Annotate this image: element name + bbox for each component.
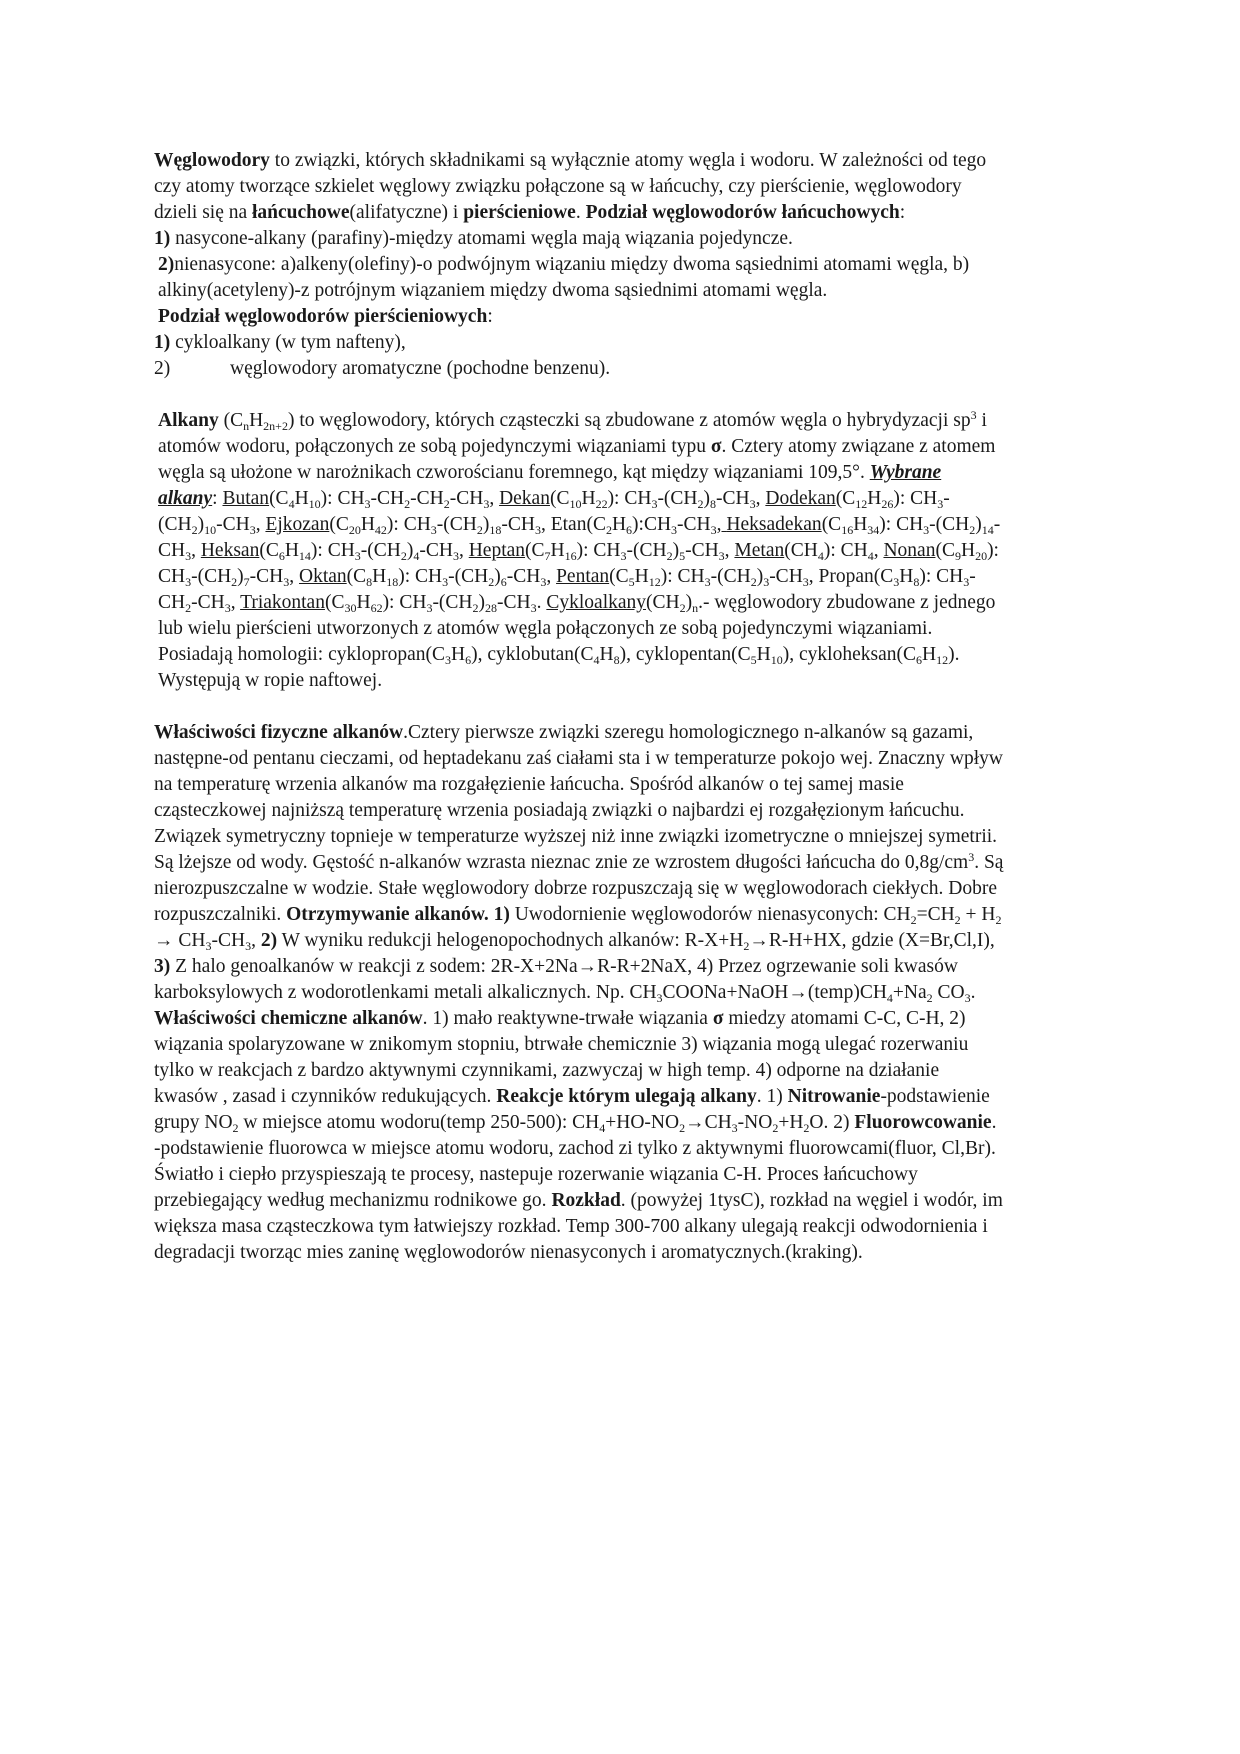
t: -(CH: [448, 566, 489, 587]
t: ) to węglowodory, których cząsteczki są zbudowane z atomów węgla o hybrydyzacji sp: [287, 410, 971, 431]
t: ). Występują w ropie naftowej.: [158, 644, 960, 691]
sub: 3: [540, 575, 547, 589]
t: Uwodornienie węglowodorów nienasyconych: CH: [509, 904, 911, 925]
t: ): [197, 514, 205, 535]
t: -(CH: [626, 540, 667, 561]
t: -(CH: [432, 592, 473, 613]
t: ): CH: [386, 514, 431, 535]
sub: 3: [249, 523, 256, 537]
link-nonan: Nonan: [883, 540, 936, 561]
t: H: [853, 514, 868, 535]
t: :: [212, 488, 223, 509]
t: H: [360, 514, 375, 535]
t: ,: [489, 488, 500, 509]
sub: 2: [772, 1121, 779, 1135]
t: -NO: [737, 1112, 773, 1133]
t: ,: [255, 514, 266, 535]
t: H: [581, 488, 596, 509]
list-number: 2): [154, 358, 171, 379]
t: +Na: [892, 982, 927, 1003]
sub: 4: [413, 549, 420, 563]
t: (C: [324, 592, 345, 613]
t: -CH: [370, 488, 405, 509]
sigma-symbol: σ: [710, 436, 722, 457]
t: ): CH: [823, 540, 868, 561]
t: -(CH: [191, 566, 232, 587]
t: (C: [329, 514, 349, 535]
list-text: węglowodory aromatyczne (pochodne benzenu).: [230, 358, 611, 379]
t: ): CH: [919, 566, 964, 587]
term-halogenation: Fluorowcowanie: [854, 1112, 992, 1133]
t: ): [237, 566, 244, 587]
t: i atomów wodoru, połączonych ze sobą pojedynczymi wiązaniami typu: [158, 410, 987, 457]
sub: 34: [867, 523, 880, 537]
sub: 30: [344, 601, 357, 615]
t: ,: [716, 514, 727, 535]
sub: 10: [770, 653, 783, 667]
t: ,: [230, 592, 241, 613]
chain-list-item-1: [154, 226, 1004, 252]
link-dekan: Dekan: [499, 488, 550, 509]
alkanes-paragraph: [154, 408, 1004, 694]
chain-list-item-2: [154, 252, 1004, 304]
link-butan: Butan: [222, 488, 270, 509]
t: (C: [549, 488, 570, 509]
t: . Cztery atomy związane z atomem węgla są ułożone w narożnikach czworościanu foremnego, kąt między wiązaniami 109,5°.: [158, 436, 996, 483]
sup: 3: [970, 408, 977, 422]
sub: 3: [530, 601, 537, 615]
t: H: [451, 644, 466, 665]
t: (CH: [784, 540, 818, 561]
link-triakontan: Triakontan: [240, 592, 325, 613]
sup: 3: [968, 850, 975, 864]
t: ): [975, 514, 982, 535]
heading-chain-division: Podział węglowodorów łańcuchowych: [585, 202, 900, 223]
t: CO: [932, 982, 965, 1003]
t: ): CH: [310, 540, 355, 561]
t: -CH: [501, 514, 535, 535]
list-number: 2): [260, 930, 278, 951]
sub: 8: [366, 575, 373, 589]
sub: 2: [910, 913, 917, 927]
t: .Cztery pierwsze związki szeregu homologicznego n-alkanów są gazami, następne-od pentanu cieczami, od heptadekanu zaś ciałami sta i w temperaturze pokojo wej. Znaczny wpływ na temperaturę wrzenia alkanów ma rozgałęzienie łańcucha. Spośród alkanów o tej samej masie cząsteczkowej najniższą temperaturę wrzenia posiadają związki o najbardzi ej rozgałęzionym łańcuchu. Związek symetryczny topnieje w temperaturze wyższej niż inne związki izometryczne o mniejszej symetrii. Są lżejsze od wody. Gęstość n-alkanów wzrasta nieznac znie ze wzrostem długości łańcucha do 0,8g/cm: [154, 722, 1004, 873]
sub: 8: [913, 575, 920, 589]
t: ): [672, 540, 680, 561]
sub: 3: [445, 653, 452, 667]
sub: 2: [191, 523, 198, 537]
text: .: [575, 202, 586, 223]
t: H: [249, 410, 264, 431]
link-oktan: Oktan: [299, 566, 347, 587]
term-selected-alkanes: Wybrane alkany: [158, 462, 942, 509]
t: ): CH: [398, 566, 443, 587]
t: , Propan(C: [808, 566, 894, 587]
t: -CH: [158, 566, 976, 613]
sub: 3: [442, 575, 449, 589]
t: H: [284, 540, 299, 561]
t: →CH: [685, 1112, 732, 1133]
sub: 4: [599, 1121, 606, 1135]
link-cykloalkany: Cykloalkany: [546, 592, 647, 613]
sub: 2: [476, 523, 483, 537]
sub: 3: [283, 575, 290, 589]
t: -(CH: [436, 514, 477, 535]
sub: 4: [288, 497, 295, 511]
sub: 42: [374, 523, 387, 537]
sub: 3: [963, 575, 970, 589]
t: miedzy atomami C-C, C-H, 2) wiązania spolaryzowane w znikomym stopniu, btrwałe chemicznie 3) wiązania mogą ulegać rozerwaniu tylko w reakcjach z bardzo aktywnymi czynnikami, zazwyczaj w high temp. 4) odporne na działanie kwasów , zasad i czynników redukujących.: [154, 1008, 969, 1107]
sub: 12: [648, 575, 661, 589]
sub: 12: [855, 497, 868, 511]
t: -CH: [211, 930, 246, 951]
sub: n: [243, 419, 250, 433]
t: ): [478, 592, 486, 613]
sub: 3: [964, 991, 971, 1005]
sub: 2: [743, 939, 750, 953]
sub: 3: [364, 497, 371, 511]
t: ,: [724, 540, 735, 561]
sub: 5: [628, 575, 635, 589]
sub: 8: [613, 653, 620, 667]
sub: 2: [679, 601, 686, 615]
t: (C: [269, 488, 289, 509]
sub: 4: [867, 549, 874, 563]
t: -CH: [769, 566, 803, 587]
sub: 2: [185, 601, 192, 615]
sub: 5: [750, 653, 757, 667]
t: ,: [755, 488, 766, 509]
link-metan: Metan: [734, 540, 785, 561]
t: +H: [778, 1112, 804, 1133]
sub: 2: [803, 1121, 810, 1135]
t: ,: [458, 540, 469, 561]
sub: 2: [400, 549, 407, 563]
sub: n: [692, 601, 699, 615]
list-text: nienasycone: a)alkeny(olefiny)-o podwójnym wiązaniu między dwoma sąsiednimi atomami węgla, b) alkiny(acetyleny)-z potrójnym wiązaniem między dwoma sąsiednimi atomami węgla.: [158, 254, 970, 301]
t: . Są nierozpuszczalne w wodzie. Stałe węglowodory dobrze rozpuszczają się w węglowodorach ciekłych. Dobre rozpuszczalniki.: [154, 852, 1004, 925]
t: H: [356, 592, 371, 613]
t: O. 2): [809, 1112, 855, 1133]
t: -CH: [419, 540, 453, 561]
t: -CH: [506, 566, 541, 587]
list-number: 2): [158, 254, 175, 275]
t: H: [756, 644, 771, 665]
sub: 2: [926, 991, 933, 1005]
link-heksan: Heksan: [200, 540, 260, 561]
sub: 3: [430, 523, 437, 537]
t: ): CH: [576, 540, 621, 561]
sub: 3: [656, 991, 663, 1005]
sub: 3: [802, 575, 809, 589]
t: ): CH: [158, 540, 999, 587]
t: +HO-NO: [605, 1112, 680, 1133]
properties-paragraph: [154, 720, 1004, 1266]
sub: 2: [488, 575, 495, 589]
t: . 1): [756, 1086, 788, 1107]
sub: 6: [465, 653, 472, 667]
sub: 3: [763, 575, 770, 589]
text: (alifatyczne) i: [349, 202, 464, 223]
sub: 2: [697, 497, 704, 511]
term-hydrocarbons: Węglowodory: [154, 150, 270, 171]
t: ): CH: [893, 488, 938, 509]
sub: 2: [231, 575, 238, 589]
sub: 3: [718, 549, 725, 563]
sub: 16: [841, 523, 854, 537]
t: .- węglowodory zbudowane z jednego lub wielu pierścieni utworzonych z atomów węgla połączonych ze sobą pojedynczymi wiązaniami. Posiadają homologii: cyklopropan(C: [158, 592, 996, 665]
t: -(CH: [360, 540, 401, 561]
t: ):CH: [632, 514, 672, 535]
link-ejkozan: Ejkozan: [265, 514, 330, 535]
link-dodekan: Dodekan: [765, 488, 836, 509]
sub: 3: [426, 601, 433, 615]
t: (C: [346, 566, 367, 587]
intro-paragraph: [154, 148, 1004, 226]
sub: 10: [569, 497, 582, 511]
sub: 6: [626, 523, 633, 537]
link-heksadekan: Heksadekan: [726, 514, 822, 535]
sub: 62: [370, 601, 383, 615]
t: -(CH: [929, 514, 970, 535]
t: ,: [546, 566, 557, 587]
sub: 3: [749, 497, 756, 511]
ring-list-item-2: [154, 356, 1004, 382]
sub: 2: [404, 497, 411, 511]
t: ): CH: [607, 488, 652, 509]
t: H: [550, 540, 565, 561]
t: ,: [251, 930, 261, 951]
sub: 2: [666, 549, 673, 563]
sub: 2: [679, 1121, 686, 1135]
t: ,: [289, 566, 300, 587]
t: -CH: [449, 488, 484, 509]
term-alkanes: Alkany: [158, 410, 219, 431]
sub: 2: [232, 1121, 239, 1135]
term-chain: łańcuchowe: [252, 202, 350, 223]
sub: 6: [500, 575, 507, 589]
t: H: [921, 644, 937, 665]
t: ,: [191, 540, 201, 561]
t: →R-H+HX, gdzie (X=Br,Cl,I),: [749, 930, 995, 951]
sub: 3: [651, 497, 658, 511]
heading-physical-properties: Właściwości fizyczne alkanów: [154, 722, 404, 743]
sub: 16: [564, 549, 577, 563]
t: Z halo genoalkanów w reakcji z sodem: 2R-X+2Na→R-R+2NaX, 4) Przez ogrzewanie soli kwasów karboksylowych z wodorotlenkami metali alkalicznych. Np. CH: [154, 956, 958, 1003]
t: (C: [259, 540, 279, 561]
t: .: [970, 982, 976, 1003]
sub: 3: [185, 575, 192, 589]
t: -CH: [685, 540, 719, 561]
sub: 2n+2: [263, 419, 288, 433]
t: ): [494, 566, 501, 587]
sub: 3: [452, 549, 459, 563]
sub: 4: [817, 549, 824, 563]
ring-list-item-1: [154, 330, 1004, 356]
sub: 20: [348, 523, 361, 537]
t: -CH: [716, 488, 750, 509]
t: H: [634, 566, 649, 587]
sub: 9: [954, 549, 961, 563]
sub: 18: [386, 575, 399, 589]
sub: 3: [937, 497, 944, 511]
term-decomposition: Rozkład: [551, 1190, 621, 1211]
sub: 2: [750, 575, 757, 589]
sub: 3: [185, 549, 192, 563]
heading-reactions: Reakcje którym ulegają alkany: [496, 1086, 757, 1107]
t: (CH: [646, 592, 680, 613]
t: H: [867, 488, 882, 509]
t: -CH: [216, 514, 250, 535]
sub: 4: [593, 653, 600, 667]
t: (C: [821, 514, 842, 535]
spacer: [154, 382, 1004, 408]
sub: 14: [298, 549, 311, 563]
t: H: [372, 566, 387, 587]
sub: 12: [936, 653, 949, 667]
text: :: [487, 306, 493, 327]
t: H: [294, 488, 309, 509]
spacer: [154, 694, 1004, 720]
ring-heading: [154, 304, 1004, 330]
t: -podstawienie grupy NO: [154, 1086, 990, 1133]
t: , Etan(C: [540, 514, 606, 535]
sub: 10: [204, 523, 217, 537]
link-heptan: Heptan: [468, 540, 526, 561]
sub: 3: [483, 497, 490, 511]
list-text: nasycone-alkany (parafiny)-między atomami węgla mają wiązania pojedyncze.: [170, 228, 793, 249]
sub: 3: [731, 1121, 738, 1135]
t: (C: [218, 410, 244, 431]
sub: 26: [881, 497, 894, 511]
heading-ring-division: Podział węglowodorów pierścieniowych: [158, 306, 488, 327]
sub: 6: [278, 549, 285, 563]
sub: 3: [354, 549, 361, 563]
sub: 20: [975, 549, 988, 563]
sub: 3: [245, 939, 252, 953]
sub: 8: [710, 497, 717, 511]
t: (C: [609, 566, 629, 587]
term-ring: pierścieniowe: [463, 202, 576, 223]
sub: 2: [605, 523, 612, 537]
sub: 3: [710, 523, 717, 537]
t: w miejsce atomu wodoru(temp 250-500): CH: [238, 1112, 600, 1133]
t: H: [960, 540, 976, 561]
t: -CH: [249, 566, 284, 587]
list-number: 3): [154, 956, 171, 977]
t: ): CH: [320, 488, 365, 509]
t: ): [685, 592, 693, 613]
text: :: [899, 202, 906, 223]
t: → CH: [154, 930, 206, 951]
sub: 5: [679, 549, 686, 563]
t: ): CH: [879, 514, 924, 535]
t: H: [611, 514, 627, 535]
sub: 3: [224, 601, 231, 615]
list-number: 1): [154, 332, 171, 353]
sub: 18: [489, 523, 502, 537]
sub: 2: [954, 913, 961, 927]
t: ), cyklobutan(C: [471, 644, 594, 665]
term-nitration: Nitrowanie: [787, 1086, 881, 1107]
heading-obtaining-alkanes: Otrzymywanie alkanów. 1): [286, 904, 510, 925]
sub: 7: [544, 549, 551, 563]
t: . (powyżej 1tysC), rozkład na węgiel i wodór, im większa masa cząsteczkowa tym łatwiejszy rozkład. Temp 300-700 alkany ulegają reakcji odwodornienia i degradacji tworząc mies zaninę węglowodorów nienasyconych i aromatycznych.(kraking).: [154, 1190, 1003, 1263]
t: -CH: [497, 592, 531, 613]
sub: 2: [969, 523, 976, 537]
document-page: [154, 148, 1004, 1266]
sub: 28: [485, 601, 498, 615]
t: W wyniku redukcji helogenopochodnych alkanów: R-X+H: [277, 930, 744, 951]
text: to związki, których składnikami są wyłącznie atomy węgla i wodoru. W zależności od tego czy atomy tworzące szkielet węglowy związku połączone są w łańcuchy, czy pierścienie, węglowodory dzieli się na: [154, 150, 987, 223]
t: (C: [835, 488, 856, 509]
t: ): CH: [382, 592, 427, 613]
t: . -podstawienie fluorowca w miejsce atomu wodoru, zachod zi tylko z aktywnymi fluorowcami(fluor, Cl,Br). Światło i ciepło przyspieszają te procesy, nastepuje rozerwanie wiązania C-H. Proces łańcuchowy przebiegający według mechanizmu rodnikowe go.: [154, 1112, 997, 1211]
t: -CH: [191, 592, 225, 613]
t: ): [482, 514, 490, 535]
sub: 2: [443, 497, 450, 511]
sub: 3: [704, 575, 711, 589]
t: ): CH: [660, 566, 705, 587]
sub: 3: [205, 939, 212, 953]
t: -CH: [410, 488, 444, 509]
sub: 4: [886, 991, 893, 1005]
sub: 3: [923, 523, 930, 537]
sub: 3: [893, 575, 900, 589]
sub: 3: [534, 523, 541, 537]
sub: 3: [671, 523, 678, 537]
link-pentan: Pentan: [556, 566, 610, 587]
t: -(CH: [710, 566, 751, 587]
t: ): [703, 488, 711, 509]
t: -CH: [158, 514, 1001, 561]
sub: 3: [620, 549, 627, 563]
t: ,: [873, 540, 884, 561]
sub: 2: [472, 601, 479, 615]
t: H: [899, 566, 914, 587]
list-number: 1): [154, 228, 171, 249]
sub: 10: [308, 497, 321, 511]
t: ): [406, 540, 414, 561]
sub: 14: [981, 523, 994, 537]
heading-chemical-properties: Właściwości chemiczne alkanów: [154, 1008, 423, 1029]
sub: 22: [595, 497, 608, 511]
t: .: [536, 592, 547, 613]
sub: 6: [915, 653, 922, 667]
t: . 1) mało reaktywne-trwałe wiązania: [422, 1008, 713, 1029]
t: ), cykloheksan(C: [782, 644, 916, 665]
t: ), cyklopentan(C: [619, 644, 751, 665]
sigma-symbol: σ: [712, 1008, 724, 1029]
t: -(CH: [158, 488, 950, 535]
t: -CH: [677, 514, 711, 535]
t: H: [599, 644, 614, 665]
t: ): [756, 566, 764, 587]
sub: 7: [243, 575, 250, 589]
list-text: cykloalkany (w tym nafteny),: [170, 332, 406, 353]
sub: 2: [995, 913, 1002, 927]
t: (C: [935, 540, 955, 561]
t: =CH: [916, 904, 955, 925]
t: -(CH: [657, 488, 698, 509]
t: (C: [525, 540, 545, 561]
t: + H: [960, 904, 996, 925]
t: COONa+NaOH→(temp)CH: [662, 982, 887, 1003]
